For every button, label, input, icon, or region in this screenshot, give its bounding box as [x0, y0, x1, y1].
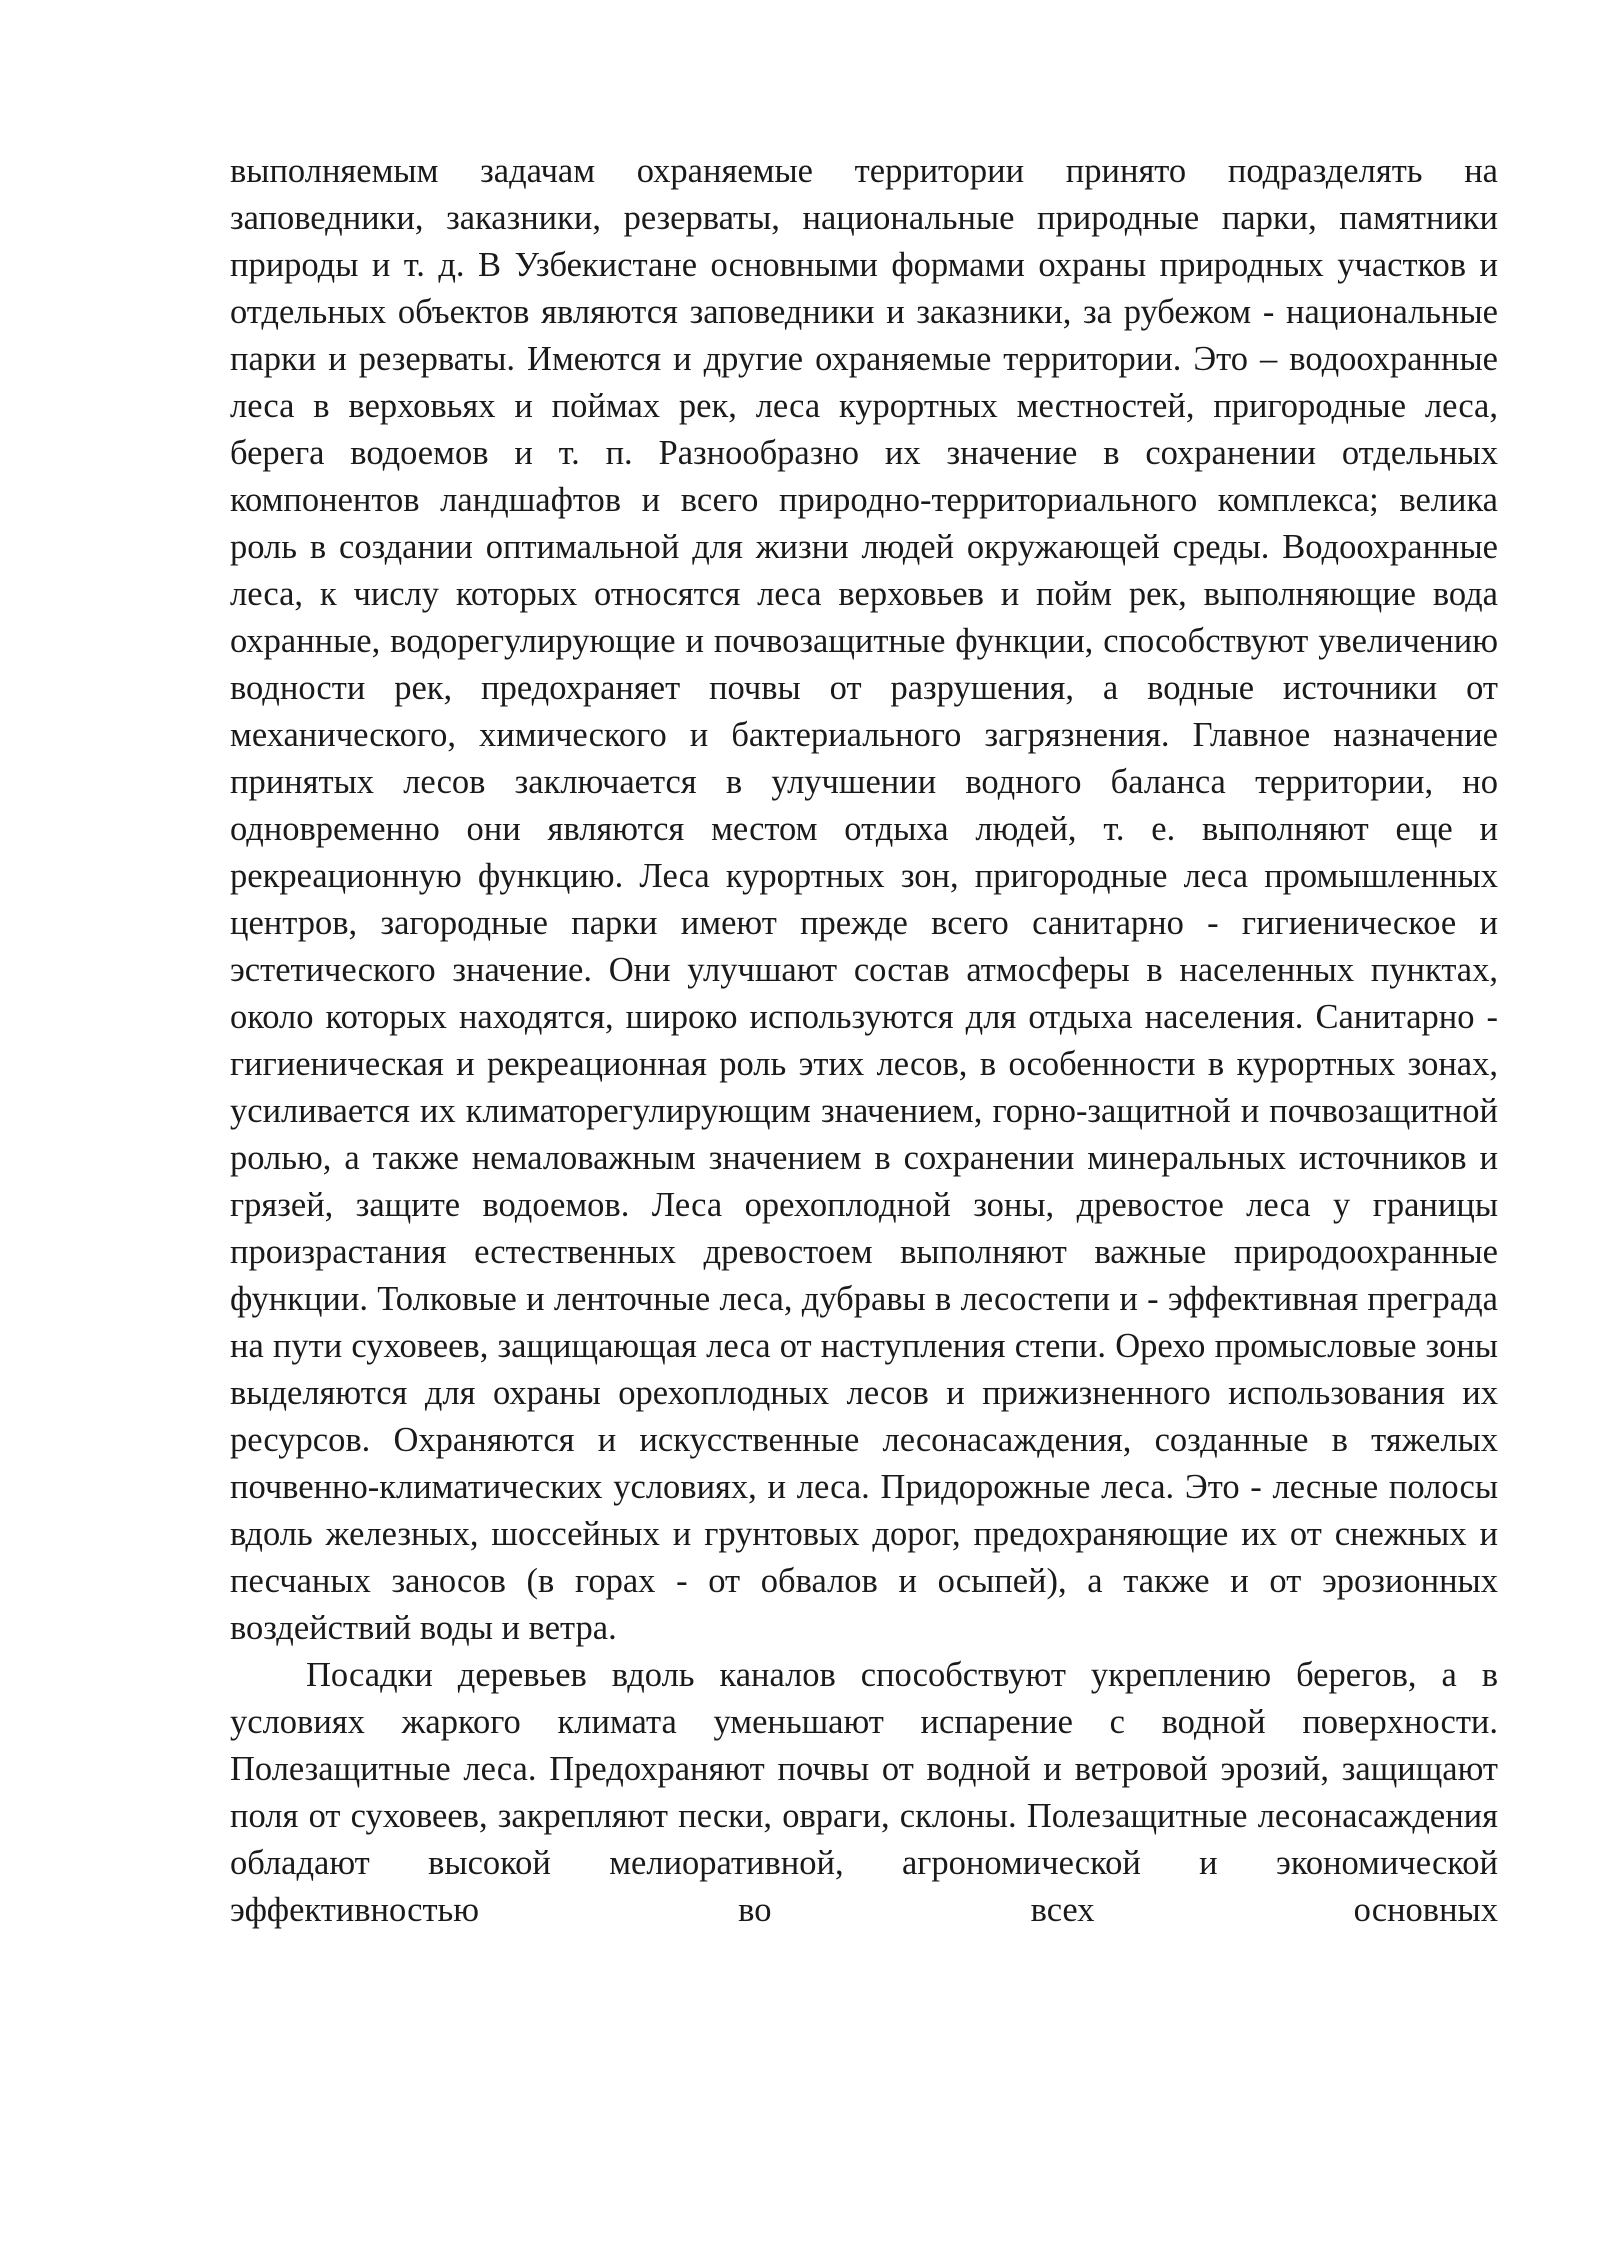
document-body: [230, 148, 1498, 1934]
paragraph-canal-plantings: Посадки деревьев вдоль каналов способствуют укреплению берегов, а в условиях жаркого климата уменьшают испарение с водной поверхности. Полезащитные леса. Предохраняют почвы от водной и ветровой эрозий, защищают поля от суховеев, закрепляют пески, овраги, склоны. Полезащитные лесонасаждения обладают высокой мелиоративной, агрономической и экономической эффективностью во всех основных: [230, 1656, 1498, 1929]
paragraph-protected-territories: выполняемым задачам охраняемые территории принято подразделять на заповедники, заказники, резерваты, национальные природные парки, памятники природы и т. д. В Узбекистане основными формами охраны природных участков и отдельных объектов являются заповедники и заказники, за рубежом - национальные парки и резерваты. Имеются и другие охраняемые территории. Это – водоохранные леса в верховьях и поймах рек, леса курортных местностей, пригородные леса, берега водоемов и т. п. Разнообразно их значение в сохранении отдельных компонентов ландшафтов и всего природно-территориального комплекса; велика роль в создании оптимальной для жизни людей окружающей среды. Водоохранные леса, к числу которых относятся леса верховьев и пойм рек, выполняющие вода охранные, водорегулирующие и почвозащитные функции, способствуют увеличению водности рек, предохраняет почвы от разрушения, а водные источники от механического, химического и бактериального загрязнения. Главное назначение принятых лесов заключается в улучшении водного баланса территории, но одновременно они являются местом отдыха людей, т. е. выполняют еще и рекреационную функцию. Леса курортных зон, пригородные леса промышленных центров, загородные парки имеют прежде всего санитарно - гигиеническое и эстетического значение. Они улучшают состав атмосферы в населенных пунктах, около которых находятся, широко используются для отдыха населения. Санитарно - гигиеническая и рекреационная роль этих лесов, в особенности в курортных зонах, усиливается их климаторегулирующим значением, горно-защитной и почвозащитной ролью, а также немаловажным значением в сохранении минеральных источников и грязей, защите водоемов. Леса орехоплодной зоны, древостое леса у границы произрастания естественных древостоем выполняют важные природоохранные функции. Толковые и ленточные леса, дубравы в лесостепи и - эффективная преграда на пути суховеев, защищающая леса от наступления степи. Орехо промысловые зоны выделяются для охраны орехоплодных лесов и прижизненного использования их ресурсов. Охраняются и искусственные лесонасаждения, созданные в тяжелых почвенно-климатических условиях, и леса. Придорожные леса. Это - лесные полосы вдоль железных, шоссейных и грунтовых дорог, предохраняющие их от снежных и песчаных заносов (в горах - от обвалов и осыпей), а также и от эрозионных воздействий воды и ветра.: [230, 152, 1498, 1647]
